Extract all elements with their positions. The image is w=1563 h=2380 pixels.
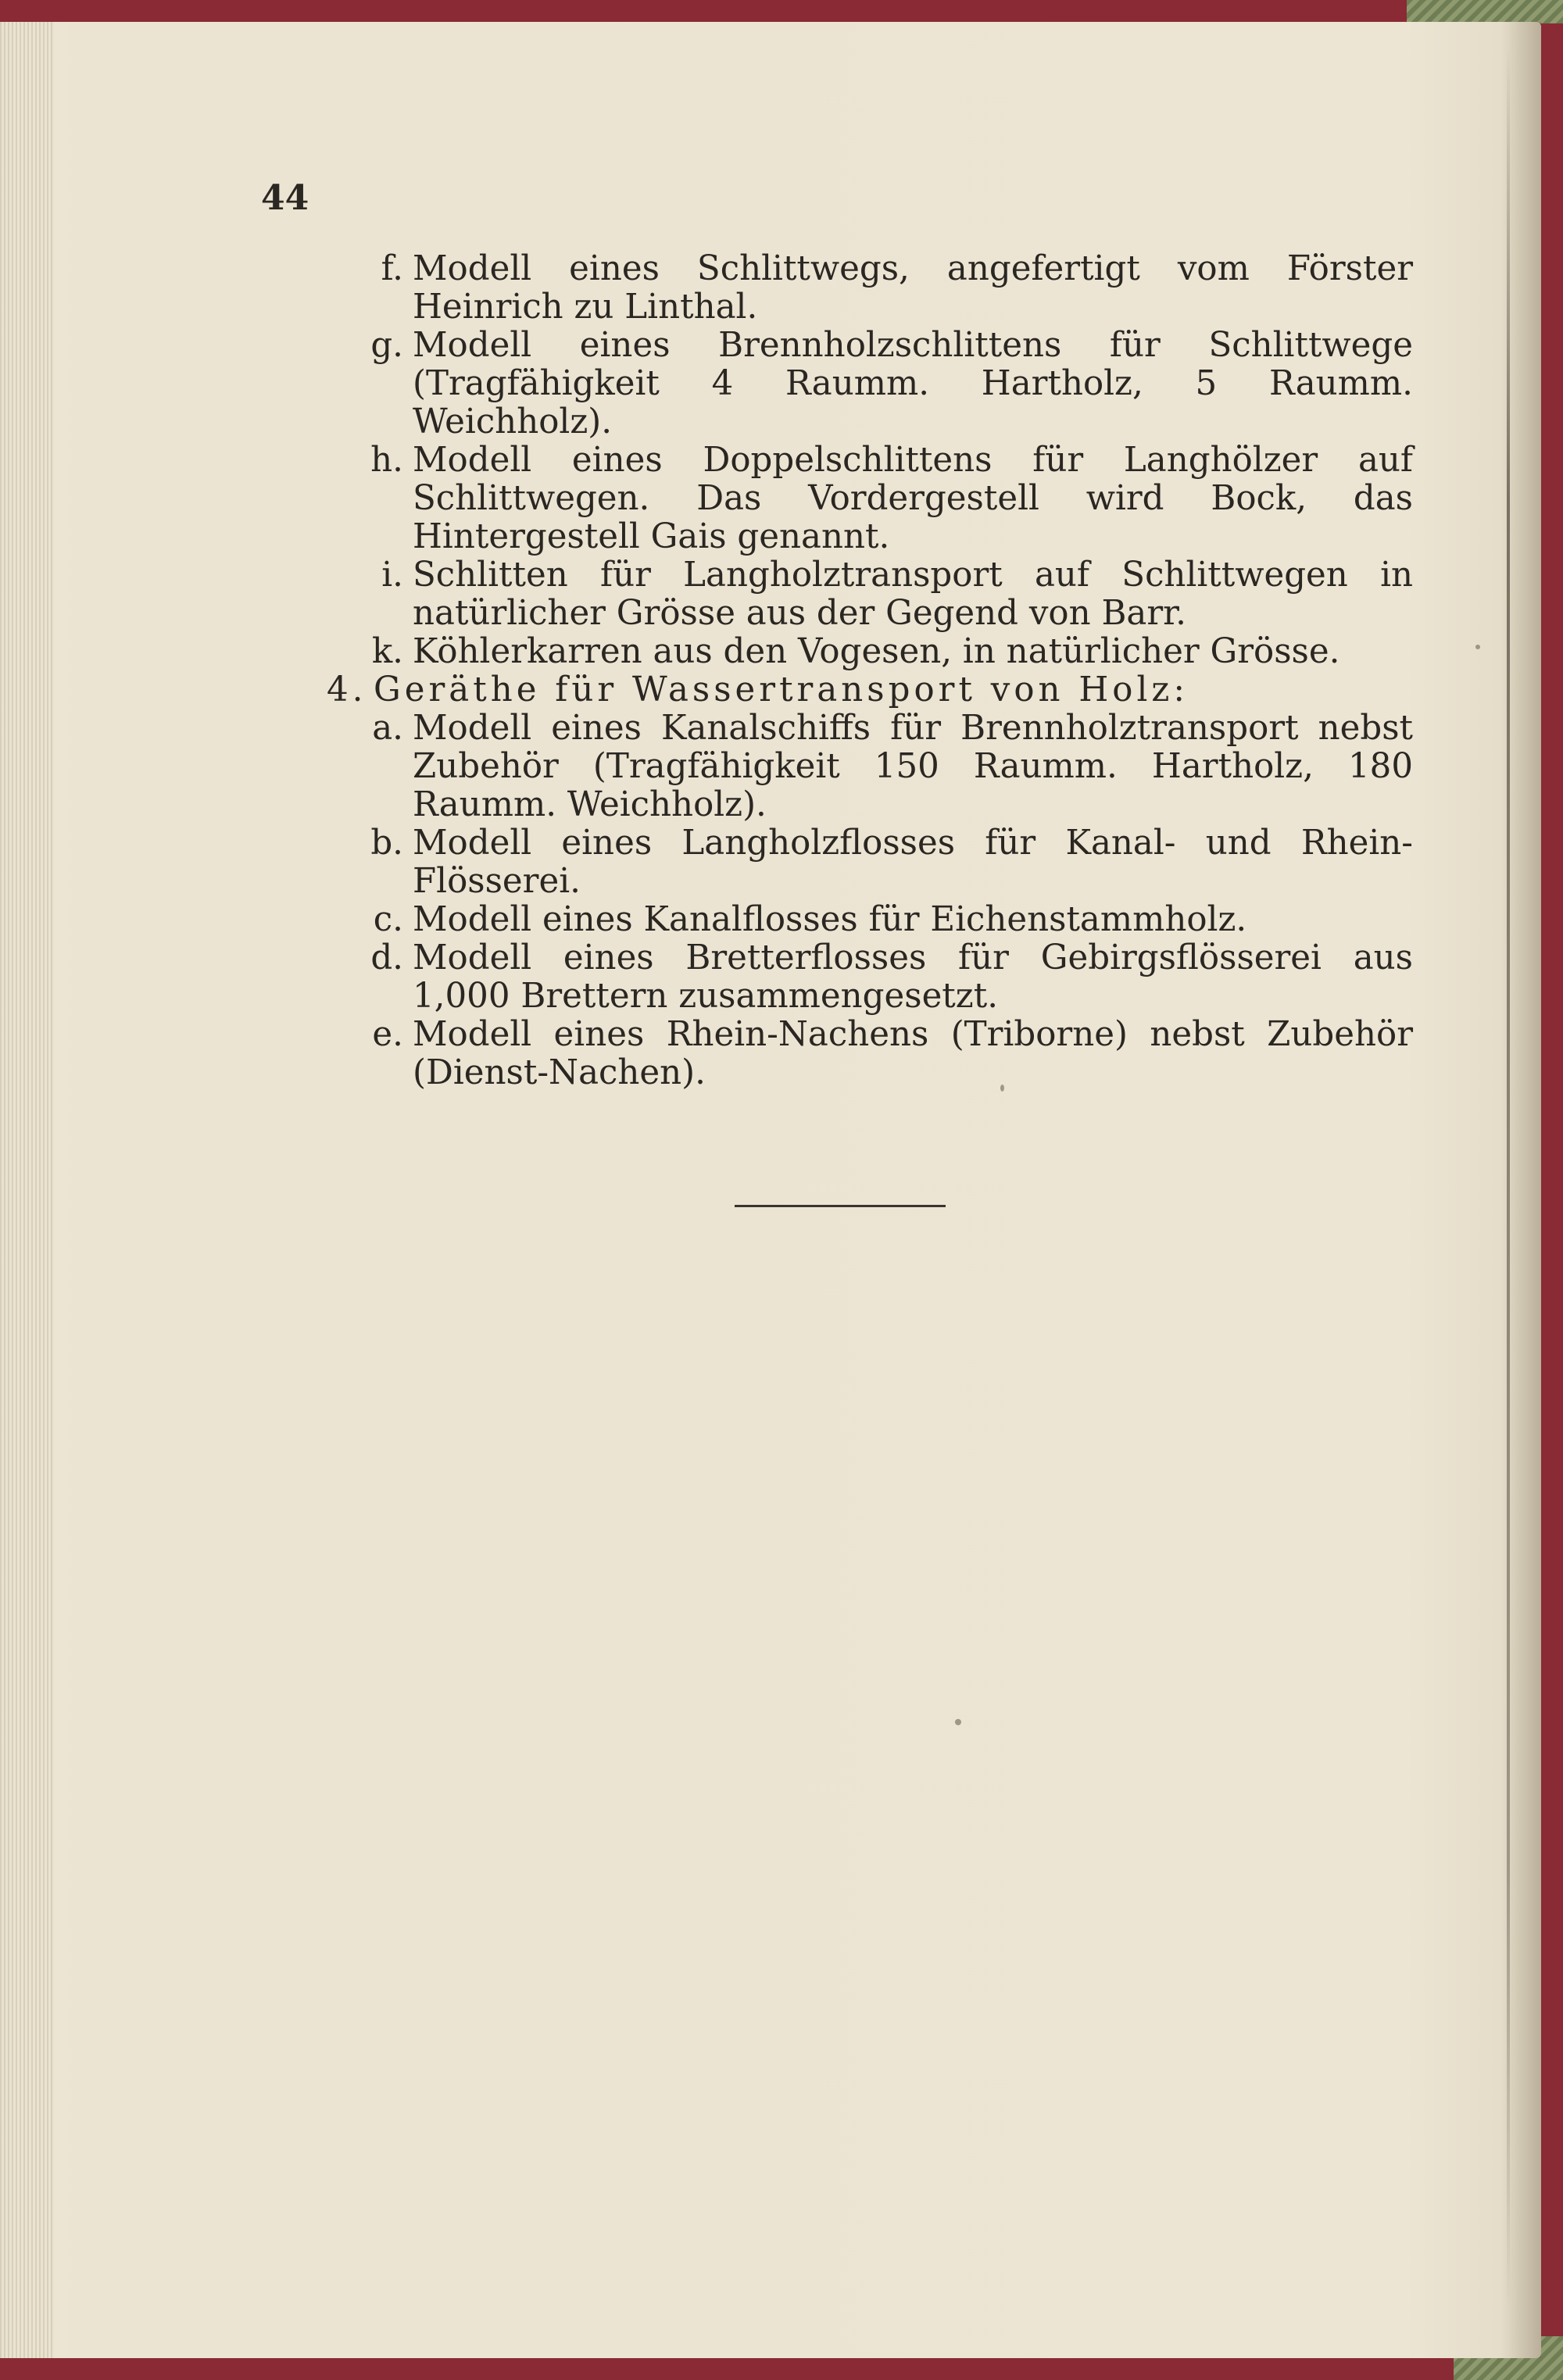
list-item-c (342, 901, 1413, 939)
item-label: e. (372, 1015, 403, 1054)
item-text: Modell eines Doppelschlittens für Langhölzer auf Schlittwegen. Das Vordergestell wird Bock, das Hintergestell Gais genannt. (413, 441, 1413, 556)
item-text: Modell eines Langholzflosses für Kanal- und Rhein-Flösserei. (413, 824, 1413, 901)
page-edges (0, 22, 55, 2358)
list-item-g (342, 327, 1413, 441)
item-text: Modell eines Kanalflosses für Eichenstammholz. (413, 900, 1247, 939)
item-label: i. (381, 556, 403, 595)
item-label: h. (370, 441, 403, 480)
section-heading (327, 671, 1413, 709)
item-text: Modell eines Brennholzschlittens für Schlittwege (Tragfähigkeit 4 Raumm. Hartholz, 5 Raumm. Weichholz). (413, 326, 1413, 441)
list-item-b (342, 824, 1413, 901)
list-item-h (342, 441, 1413, 556)
item-text: Modell eines Kanalschiffs für Brennholztransport nebst Zubehör (Tragfähigkeit 150 Raumm. Hartholz, 180 Raumm. Weichholz). (413, 709, 1413, 824)
item-text: Modell eines Rhein-Nachens (Triborne) nebst Zubehör (Dienst-Nachen). (413, 1015, 1413, 1092)
page-content (327, 249, 1413, 1092)
list-item-a (342, 709, 1413, 824)
item-text: Modell eines Bretterflosses für Gebirgsflösserei aus 1,000 Brettern zusammengesetzt. (413, 938, 1413, 1016)
list-item-d (342, 939, 1413, 1016)
spine-line (1507, 47, 1510, 2313)
item-label: c. (373, 900, 403, 939)
item-label: d. (370, 938, 403, 977)
item-label: a. (372, 709, 403, 748)
section-title: Geräthe für Wassertransport von Holz: (374, 670, 1189, 709)
list-item-e (342, 1016, 1413, 1092)
item-label: f. (381, 249, 403, 288)
item-label: k. (371, 632, 403, 671)
item-label: b. (370, 824, 403, 863)
paper-speck (1000, 1085, 1004, 1092)
list-item-k (342, 633, 1413, 671)
book-cover-edge-top (1407, 0, 1563, 23)
item-text: Schlitten für Langholztransport auf Schlittwegen in natürlicher Grösse aus der Gegend von Barr. (413, 556, 1413, 633)
page-number: 44 (261, 178, 309, 218)
section-divider-rule (735, 1205, 946, 1207)
item-label: g. (370, 326, 403, 365)
paper-speck (955, 1719, 961, 1725)
list-item-i (342, 556, 1413, 633)
paper-speck (1475, 645, 1480, 649)
list-item-f (342, 250, 1413, 327)
item-text: Köhlerkarren aus den Vogesen, in natürlicher Grösse. (413, 632, 1340, 671)
item-text: Modell eines Schlittwegs, angefertigt vom Förster Heinrich zu Linthal. (413, 249, 1413, 327)
section-number: 4. (327, 670, 367, 709)
